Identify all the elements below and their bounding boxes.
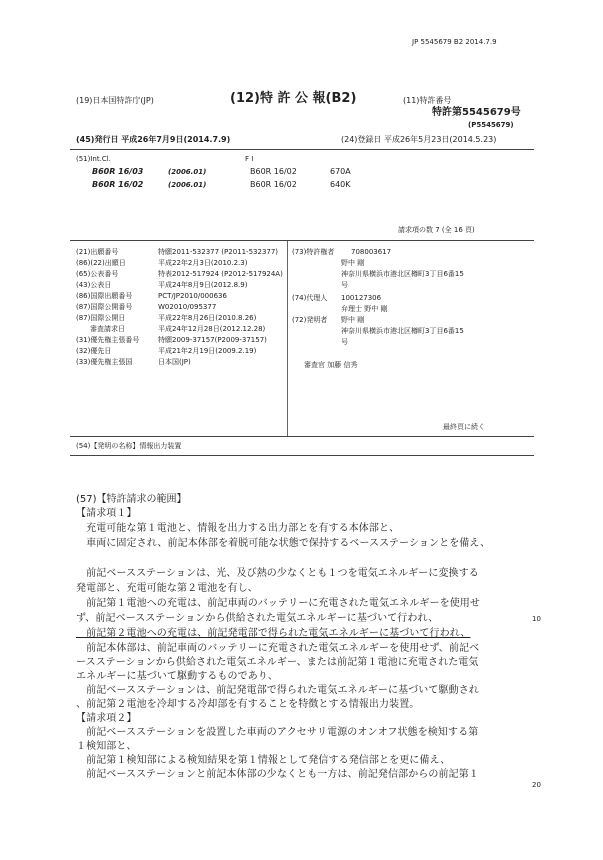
fi-code-1: B60R 16/02 — [250, 167, 297, 176]
claim-line-3: 車両に固定され、前記本体部を着脱可能な状態で保持するベースステーションとを備え、 — [76, 538, 491, 549]
issue-date: (45)発行日 平成26年7月9日(2014.7.9) — [76, 135, 231, 144]
claim-line-2: 充電可能な第１電池と、情報を出力する出力部とを有する本体部と、 — [76, 523, 400, 534]
biblio-label-31: (31)優先権主張番号 — [76, 336, 140, 344]
biblio-top-divider — [70, 240, 534, 241]
claim-line-18: 前記第１検知部による検知結果を第１情報として発信する発信部とを更に備え、 — [76, 755, 451, 766]
biblio-label-43: (43)公表日 — [76, 281, 112, 289]
inventor-label: (72)発明者 — [292, 316, 328, 324]
biblio-value-21: 特願2011-532377 (P2011-532377) — [158, 248, 279, 256]
claim-line-12: エネルギーに基づいて駆動するものであり、 — [76, 671, 278, 682]
fi-suffix-2: 640K — [330, 180, 351, 189]
biblio-value-86: PCT/JP2010/000636 — [158, 292, 227, 300]
biblio-column-divider — [287, 241, 288, 436]
fi-suffix-1: 670A — [330, 167, 351, 176]
claim-line-13: 前記ベースステーションは、前記発電部で得られた電気エネルギーに基づいて駆動され — [76, 685, 479, 696]
claim-line-11: ースステーションから供給された電気エネルギー、または前記第１電池に充電された電気 — [76, 657, 479, 668]
biblio-value-33: 日本国(JP) — [158, 358, 191, 366]
biblio-label-86-22: (86)(22)出願日 — [76, 259, 126, 267]
patent-number: 特許第5545679号 — [432, 107, 521, 118]
applicant-label: (73)特許権者 — [292, 248, 335, 256]
applicant-address: 神奈川県横浜市港北区樽町3丁目6番15 — [341, 270, 464, 278]
biblio-value-87a: W02010/095377 — [158, 303, 217, 311]
claim-line-17: １検知部と、 — [76, 741, 137, 752]
fi-code-2: B60R 16/02 — [250, 180, 297, 189]
biblio-value-86-22: 平成22年2月3日(2010.2.3) — [158, 259, 248, 267]
inventor-address: 神奈川県横浜市港北区樽町3丁目6番15 — [341, 327, 464, 335]
biblio-value-65: 特表2012-517924 (P2012-517924A) — [158, 270, 283, 278]
title-divider — [70, 455, 534, 456]
patent-number-p: (P5545679) — [468, 121, 514, 129]
office-label: (19)日本国特許庁(JP) — [76, 96, 154, 105]
inventor-address-2: 号 — [341, 338, 348, 346]
applicant-address-2: 号 — [341, 281, 348, 289]
claim-line-15: 【請求項２】 — [76, 713, 137, 724]
biblio-label-32: (32)優先日 — [76, 347, 112, 355]
line-number-20: 20 — [532, 781, 541, 789]
claim-line-10: 前記本体部は、前記車両のバッテリーに充電された電気エネルギーを使用せず、前記ベ — [76, 643, 480, 654]
class-year-2: (2006.01) — [168, 181, 207, 189]
publication-type: (12)特 許 公 報(B2) — [230, 91, 357, 106]
claims-section-heading: (57)【特許請求の範囲】 — [76, 494, 187, 505]
biblio-label-exam: 審査請求日 — [90, 325, 125, 333]
biblio-value-32: 平成21年2月19日(2009.2.19) — [158, 347, 257, 355]
agent-name: 弁理士 野中 剛 — [341, 305, 388, 313]
claim-line-19: 前記ベースステーションと前記本体部の少なくとも一方は、前記発信部からの前記第１ — [76, 769, 479, 780]
claim-line-5: 前記ベースステーションは、光、及び熱の少なくとも１つを電気エネルギーに変換する — [76, 568, 479, 579]
claims-count: 請求項の数 7 (全 16 頁) — [398, 226, 475, 234]
biblio-value-31: 特願2009-37157(P2009-37157) — [158, 336, 267, 344]
biblio-value-exam: 平成24年12月28日(2012.12.28) — [158, 325, 266, 333]
line-number-10: 10 — [532, 615, 541, 623]
applicant-name: 野中 剛 — [341, 259, 365, 267]
agent-number: 100127306 — [341, 294, 382, 302]
patent-number-label: (11)特許番号 — [403, 96, 452, 105]
class-code-1: B60R 16/03 — [92, 167, 144, 176]
biblio-label-86: (86)国際出願番号 — [76, 292, 133, 300]
int-cl-label: (51)Int.Cl. — [76, 155, 111, 163]
inventor-name: 野中 剛 — [341, 316, 365, 324]
registration-date: (24)登録日 平成26年5月23日(2014.5.23) — [341, 135, 497, 144]
biblio-value-43: 平成24年8月9日(2012.8.9) — [158, 281, 248, 289]
header-divider — [70, 149, 534, 150]
biblio-label-33: (33)優先権主張国 — [76, 358, 133, 366]
biblio-label-65: (65)公表番号 — [76, 270, 119, 278]
biblio-value-87b: 平成22年8月26日(2010.8.26) — [158, 314, 257, 322]
claim-line-8: ず、前記ベースステーションから供給された電気エネルギーに基づいて行われ、 — [76, 613, 439, 624]
fi-label: F I — [245, 155, 254, 163]
invention-title: (54)【発明の名称】情報出力装置 — [76, 442, 182, 450]
biblio-bottom-divider — [70, 436, 534, 437]
claim-line-7: 前記第１電池への充電は、前記車両のバッテリーに充電された電気エネルギーを使用せ — [76, 598, 480, 609]
examiner: 審査官 加藤 信秀 — [304, 361, 358, 369]
publication-reference: JP 5545679 B2 2014.7.9 — [412, 38, 497, 46]
continued-note: 最終頁に続く — [443, 423, 485, 431]
claim-line-16: 前記ベースステーションを設置した車両のアクセサリ電源のオンオフ状態を検知する第 — [76, 727, 479, 738]
biblio-label-87a: (87)国際公開番号 — [76, 303, 133, 311]
biblio-label-87b: (87)国際公開日 — [76, 314, 126, 322]
claim-line-6: 発電部と、充電可能な第２電池を有し、 — [76, 583, 258, 594]
class-code-2: B60R 16/02 — [92, 180, 144, 189]
claim-line-1: 【請求項１】 — [76, 508, 137, 519]
claim-line-9: 前記第２電池への充電は、前記発電部で得られた電気エネルギーに基づいて行われ、 — [76, 628, 471, 639]
claim-line-14: 、前記第２電池を冷却する冷却部を有することを特徴とする情報出力装置。 — [76, 699, 420, 710]
biblio-label-21: (21)出願番号 — [76, 248, 119, 256]
class-year-1: (2006.01) — [168, 168, 207, 176]
agent-label: (74)代理人 — [292, 294, 328, 302]
applicant-number: 708003617 — [351, 248, 392, 256]
